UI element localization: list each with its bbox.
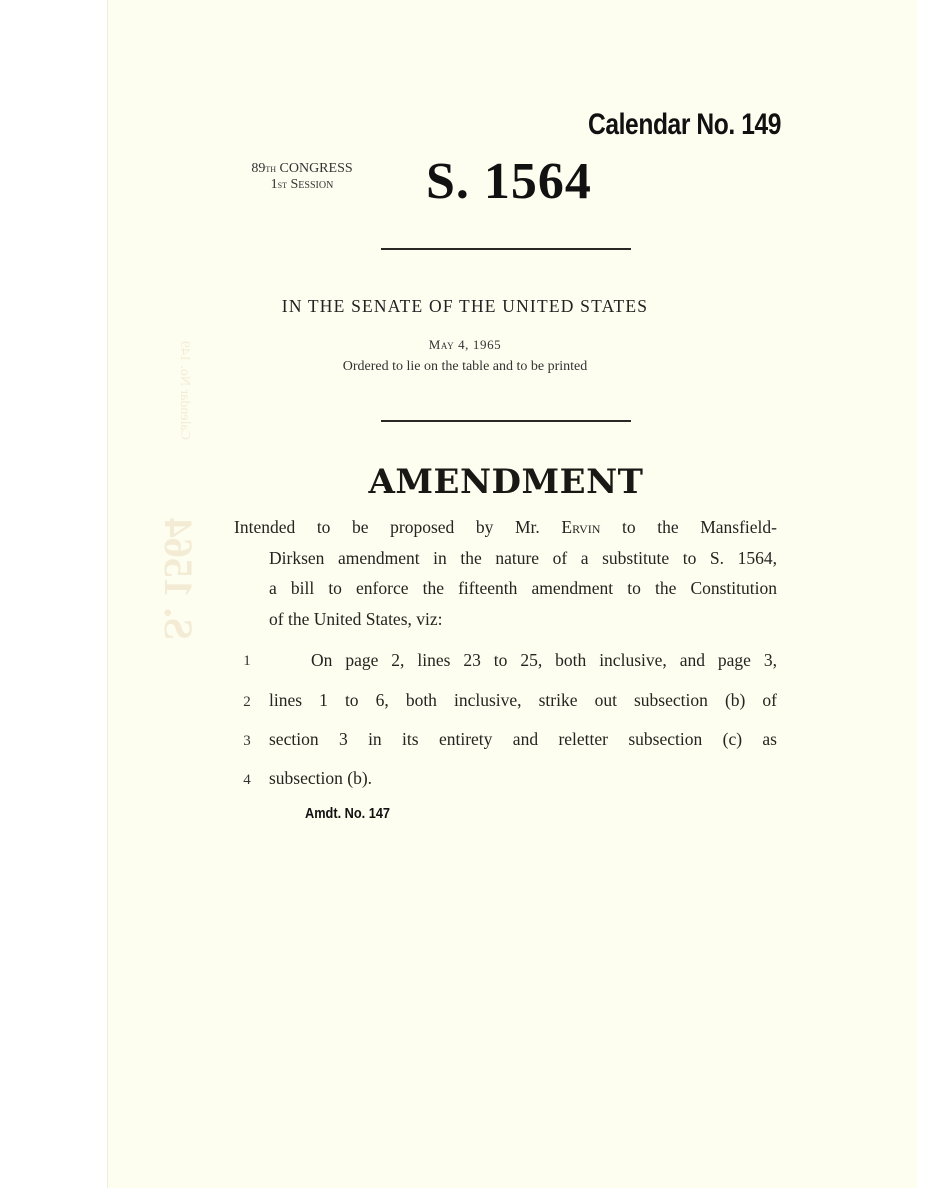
congress-label: 89th CONGRESS <box>251 161 353 176</box>
amendment-number: Amdt. No. 147 <box>305 805 391 822</box>
calendar-number: Calendar No. 149 <box>588 108 782 141</box>
intro-line: a bill to enforce the fifteenth amendment to the Constitution <box>269 578 777 598</box>
numbered-line: lines 1 to 6, both inclusive, strike out subsection (b) of <box>269 690 777 710</box>
line-number: 4 <box>243 772 251 788</box>
document-heading: AMENDMENT <box>368 462 644 502</box>
bill-number: S. 1564 <box>426 153 592 210</box>
sponsor-name: Ervin <box>561 517 601 537</box>
session-label: 1st Session <box>270 177 334 192</box>
line-number: 3 <box>243 733 251 749</box>
numbered-line: On page 2, lines 23 to 25, both inclusive, and page 3, <box>311 650 777 670</box>
numbered-line: subsection (b). <box>269 768 373 788</box>
divider-rule <box>381 248 631 250</box>
line-number: 2 <box>243 694 251 710</box>
intro-line: Intended to be proposed by Mr. Ervin to the Mansfield- <box>234 517 777 537</box>
intro-line: of the United States, viz: <box>269 609 443 629</box>
chamber-title: IN THE SENATE OF THE UNITED STATES <box>281 296 649 316</box>
action-text: Ordered to lie on the table and to be printed <box>342 359 588 374</box>
line-number: 1 <box>243 653 251 669</box>
numbered-line: section 3 in its entirety and reletter subsection (c) as <box>269 729 777 749</box>
date: May 4, 1965 <box>428 337 502 352</box>
congress-session-label <box>236 161 368 193</box>
intro-line: Dirksen amendment in the nature of a substitute to S. 1564, <box>269 548 777 568</box>
divider-rule <box>381 420 631 422</box>
